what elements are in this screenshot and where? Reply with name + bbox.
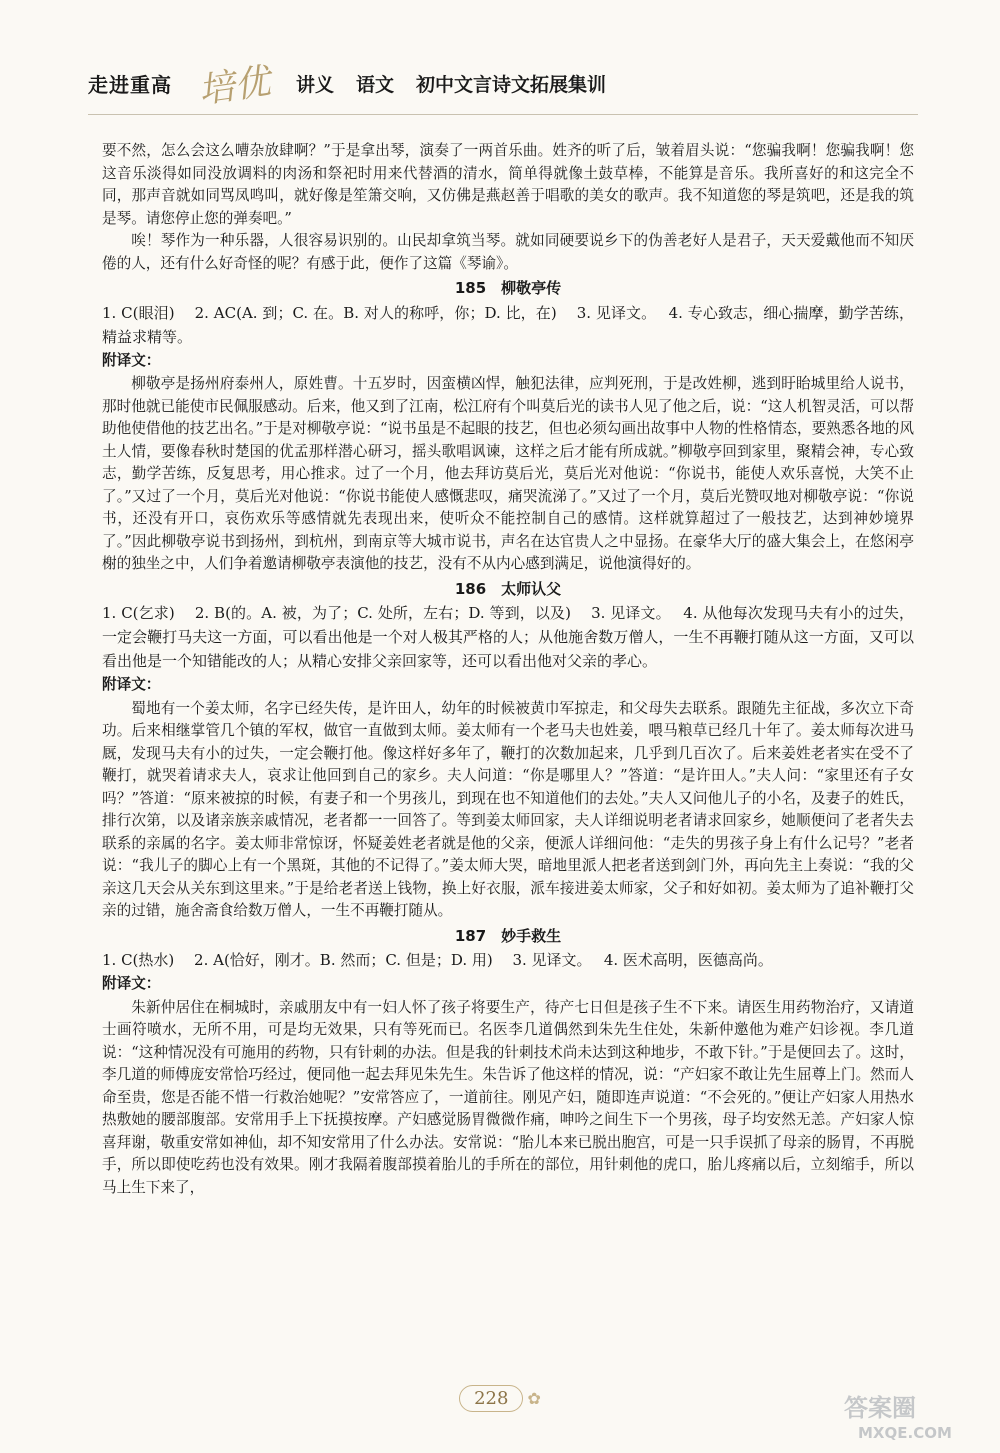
header-lecture: 讲义 [296,73,335,96]
section-186-title: 186 太师认父 [454,579,562,598]
section-186-translation: 蜀地有一个姜太师，名字已经失传，是许田人，幼年的时候被黄巾军掠走，和父母失去联系。跟随先主征战，多次立下奇功。后来相继掌管几个镇的军权，做官一直做到太师。姜太师有一个老马夫也姓姜，喂马粮草已经几十年了。姜太师每次进马厩，发现马夫有小的过失，一定会鞭打他。像这样好多年了，鞭打的次数加起来，几乎到几百次了。后来姜姓老者实在受不了鞭打，就哭着请求夫人，哀求让他回到自己的家乡。夫人问道：“你是哪里人？”答道：“是许田人。”夫人问：“家里还有子女吗？”答道：“原来被掠的时候，有妻子和一个男孩儿，到现在也不知道他们的去处。”夫人又问他儿子的小名，及妻子的姓氏，排行次第，以及诸亲族亲戚情况，老者都一一回答了。等到姜太师回家，夫人详细说明老者请求回家乡，她顺便问了老者失去联系的亲属的名字。姜太师非常惊讶，怀疑姜姓老者就是他的父亲，便派人详细问他：“走失的男孩子身上有什么记号？”老者说：“我儿子的脚心上有一个黑斑，其他的不记得了。”姜太师大哭，暗地里派人把老者送到剑门外，再向先主上奏说：“我的父亲这几天会从关东到这里来。”于是给老者送上钱物，换上好衣服，派车接进姜太师家，父子和好如初。姜太师为了追补鞭打父亲的过错，施舍斋食给数万僧人，一生不再鞭打随从。 [102,699,914,919]
page-header [88,58,928,112]
header-series: 初中文言诗文拓展集训 [416,73,607,96]
page-number: 228 [459,1385,523,1412]
section-185-title: 185 柳敬亭传 [454,279,562,297]
page-footer [450,1378,550,1418]
watermark-logo [838,1386,988,1446]
page-content [102,140,914,1199]
section-186-label: 附译文： [102,676,161,693]
section-185-label: 附译文： [102,351,161,369]
header-subject: 语文 [356,73,395,96]
watermark-url: MXQE.COM [858,1424,952,1442]
intro-paragraph-1: 要不然，怎么会这么嘈杂放肆啊？”于是拿出琴，演奏了一两首乐曲。姓齐的听了后，皱着眉头说：“您骗我啊！您骗我啊！您这音乐淡得如同没放调料的肉汤和祭祀时用来代替酒的清水，简单得就像土鼓草棒，不能算是音乐。我所喜好的和这完全不同，那声音就如同骂凤鸣叫，就好像是笙箫交响，又仿佛是燕赵善于唱歌的美女的歌声。我不知道您的琴是筑吧，还是我的筑是琴。请您停止您的弹奏吧。” [102,142,914,227]
section-186-answers: 1. C(乞求) 2. B(的。A. 被，为了；C. 处所，左右；D. 等到，以及) 3. 见译文。 4. 从他每次发现马夫有小的过失，一定会鞭打马夫这一方面，可以看出他是一个对人极其严格的人；从他施舍数万僧人，一生不再鞭打随从这一方面，又可以看出他是一个知错能改的人；从精心安排父亲回家等，还可以看出他对父亲的孝心。 [102,604,914,670]
brand-script-logo: 培优 [195,60,273,112]
header-divider [88,114,918,115]
section-185-translation: 柳敬亭是扬州府泰州人，原姓曹。十五岁时，因蛮横凶悍，触犯法律，应判死刑，于是改姓柳，逃到盱眙城里给人说书，那时他就已能使市民佩服感动。后来，他又到了江南，松江府有个叫莫后光的读书人见了他之后，说：“这人机智灵活，可以帮助他使借他的技艺出名。”于是对柳敬亭说：“说书虽是不起眼的技艺，但也必须勾画出故事中人物的性格情态，要熟悉各地的风土人情，要像春秋时楚国的优孟那样潜心研习，摇头歌唱讽谏，这样之后才能有所成就。”柳敬亭回到家里，聚精会神，专心致志，勤学苦练，反复思考，用心推求。过了一个月，他去拜访莫后光，莫后光对他说：“你说书，能使人欢乐喜悦，大笑不止了。”又过了一个月，莫后光对他说：“你说书能使人感慨悲叹，痛哭流涕了。”又过了一个月，莫后光赞叹地对柳敬亭说：“你说书，还没有开口，哀伤欢乐等感情就先表现出来，使听众不能控制自己的感情。这样就算超过了一般技艺，达到神妙境界了。”因此柳敬亭说书到扬州，到杭州，到南京等大城市说书，声名在达官贵人之中显扬。在豪华大厅的盛大集会上，在悠闲亭榭的独坐之中，人们争着邀请柳敬亭表演他的技艺，没有不从内心感到满足，说他演得好的。 [102,375,914,572]
brand-title: 走进重高 [88,72,172,97]
watermark-text: 答案圈 [844,1394,916,1422]
section-185-answers: 1. C(眼泪) 2. AC(A. 到；C. 在。B. 对人的称呼，你；D. 比，在) 3. 见译文。 4. 专心致志，细心揣摩，勤学苦练，精益求精等。 [102,303,914,346]
section-187-answers: 1. C(热水) 2. A(恰好，刚才。B. 然而；C. 但是；D. 用) 3. 见译文。 4. 医术高明，医德高尚。 [102,951,773,969]
section-187-translation: 朱新仲居住在桐城时，亲戚朋友中有一妇人怀了孩子将要生产，待产七日但是孩子生不下来。请医生用药物治疗，又请道士画符喷水，无所不用，可是均无效果，只有等死而已。名医李几道偶然到朱先生住处，朱新仲邀他为难产妇诊视。李几道说：“这种情况没有可施用的药物，只有针刺的办法。但是我的针刺技术尚未达到这种地步，不敢下针。”于是便回去了。这时，李几道的师傅庞安常恰巧经过，便同他一起去拜见朱先生。朱告诉了他这样的情况，说：“产妇家不敢让先生屈尊上门。然而人命至贵，您是否能不惜一行救治她呢？”安常答应了，一道前往。刚见产妇，随即连声说道：“不会死的。”便让产妇家人用热水热敷她的腰部腹部。安常用手上下抚摸按摩。产妇感觉肠胃微微作痛，呻吟之间生下一个男孩，母子均安然无恙。产妇家人惊喜拜谢，敬重安常如神仙，却不知安常用了什么办法。安常说：“胎儿本来已脱出胞宫，可是一只手误抓了母亲的肠胃，不再脱手，所以即使吃药也没有效果。刚才我隔着腹部摸着胎儿的手所在的部位，用针刺他的虎口，胎儿疼痛以后，立刻缩手，所以马上生下来了， [102,998,914,1196]
flower-ornament-icon: ✿ [527,1388,541,1408]
section-187-title: 187 妙手救生 [454,926,562,945]
section-187-label: 附译文： [102,975,161,992]
intro-paragraph-2: 唉！琴作为一种乐器，人很容易识别的。山民却拿筑当琴。就如同硬要说乡下的伪善老好人是君子，天天爱戴他而不知厌倦的人，还有什么好奇怪的呢？有感于此，便作了这篇《琴谕》。 [102,232,914,272]
